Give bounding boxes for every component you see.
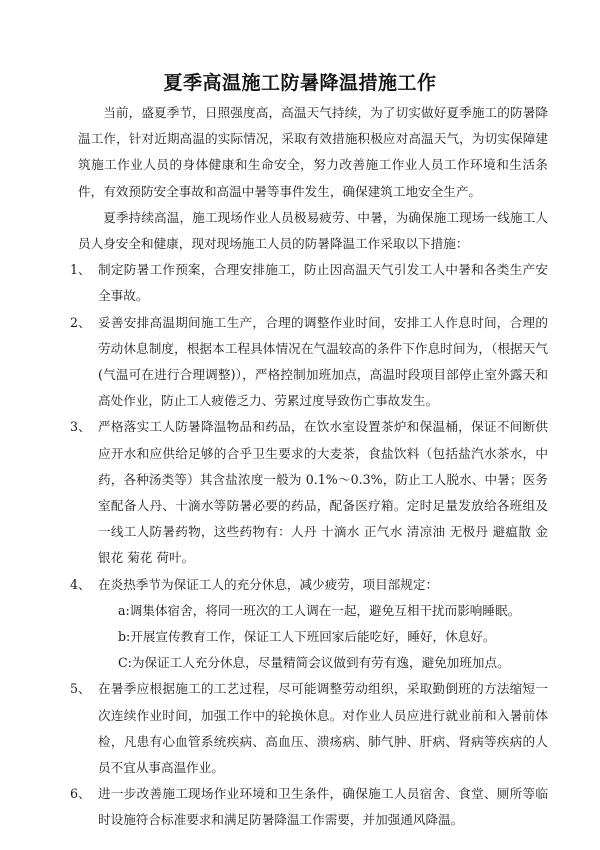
measure-item xyxy=(70,781,548,833)
document-title: 夏季高温施工防暑降温措施工作 xyxy=(163,72,437,94)
document-body xyxy=(70,100,548,834)
measure-item xyxy=(70,257,548,309)
sub-item: b:开展宣传教育工作，保证工人下班回家后能吃好，睡好，休息好。 xyxy=(118,629,496,645)
intro-paragraph: 当前，盛夏季节，日照强度高，高温天气持续，为了切实做好夏季施工的防暑降温工作，针对近期高温的实际情况，采取有效措施积极应对高温天气，为切实保障建筑施工作业人员的身体健康和生命安全，努力改善施工作业人员工作环境和生活条件，有效预防安全事故和高温中暑等事件发生，确保建筑工地安全生产。 xyxy=(78,105,548,199)
intro-paragraph: 夏季持续高温，施工现场作业人员极易疲劳、中暑，为确保施工现场一线施工人员人身安全和健康，现对现场施工人员的防暑降温工作采取以下措施： xyxy=(78,209,548,252)
item-text: 在炎热季节为保证工人的充分休息，减少疲劳，项目部规定： xyxy=(98,576,439,592)
item-number: 5、 xyxy=(70,681,91,697)
item-number: 2、 xyxy=(70,314,91,330)
measure-item xyxy=(70,572,548,598)
item-text: 妥善安排高温期间施工生产，合理的调整作业时间，安排工人作息时间，合理的劳动休息制度，根据本工程具体情况在气温较高的条件下作息时间为，（根据天气(气温可在进行合理调整)），严格控制加班加点，高温时段项目部停止室外露天和高处作业，防止工人疲倦乏力、劳累过度导致伤亡事故发生。 xyxy=(98,314,548,409)
measure-item xyxy=(70,676,548,781)
item-number: 6、 xyxy=(70,786,91,802)
measure-item xyxy=(70,310,548,415)
item-text: 制定防暑工作预案，合理安排施工，防止因高温天气引发工人中暑和各类生产安全事故。 xyxy=(98,262,548,304)
item-number: 1、 xyxy=(70,262,91,278)
item-text: 进一步改善施工现场作业环境和卫生条件，确保施工人员宿舍、食堂、厕所等临时设施符合标准要求和满足防暑降温工作需要，并加强通风降温。 xyxy=(98,786,548,828)
measure-item xyxy=(70,414,548,571)
sub-item: a:调集体宿舍，将同一班次的工人调在一起，避免互相干扰而影响睡眠。 xyxy=(118,602,521,618)
item-text: 严格落实工人防暑降温物品和药品，在饮水室设置茶炉和保温桶，保证不间断供应开水和应供给足够的合乎卫生要求的大麦茶，食盐饮料（包括盐汽水茶水，中药，各种汤类等）其含盐浓度一般为 0.1%～0.3%，防止工人脱水、中暑；医务室配备人丹、十滴水等防暑必要的药品，配备医疗箱。定时足量发放给各班组及一线工人防暑药物，这些药物有：人丹 十滴水 正气水 清凉油 无极丹 避瘟散 金银花 菊花 荷叶。 xyxy=(98,419,548,566)
item-text: 在暑季应根据施工的工艺过程，尽可能调整劳动组织，采取勤倒班的方法缩短一次连续作业时间，加强工作中的轮换休息。对作业人员应进行就业前和入暑前体检，凡患有心血管系统疾病、高血压、溃疡病、肺气肿、肝病、肾病等疾病的人员不宜从事高温作业。 xyxy=(98,681,548,776)
item-number: 4、 xyxy=(70,576,91,592)
sub-item: C:为保证工人充分休息，尽量精简会议做到有劳有逸，避免加班加点。 xyxy=(118,655,510,671)
item-number: 3、 xyxy=(70,419,91,435)
